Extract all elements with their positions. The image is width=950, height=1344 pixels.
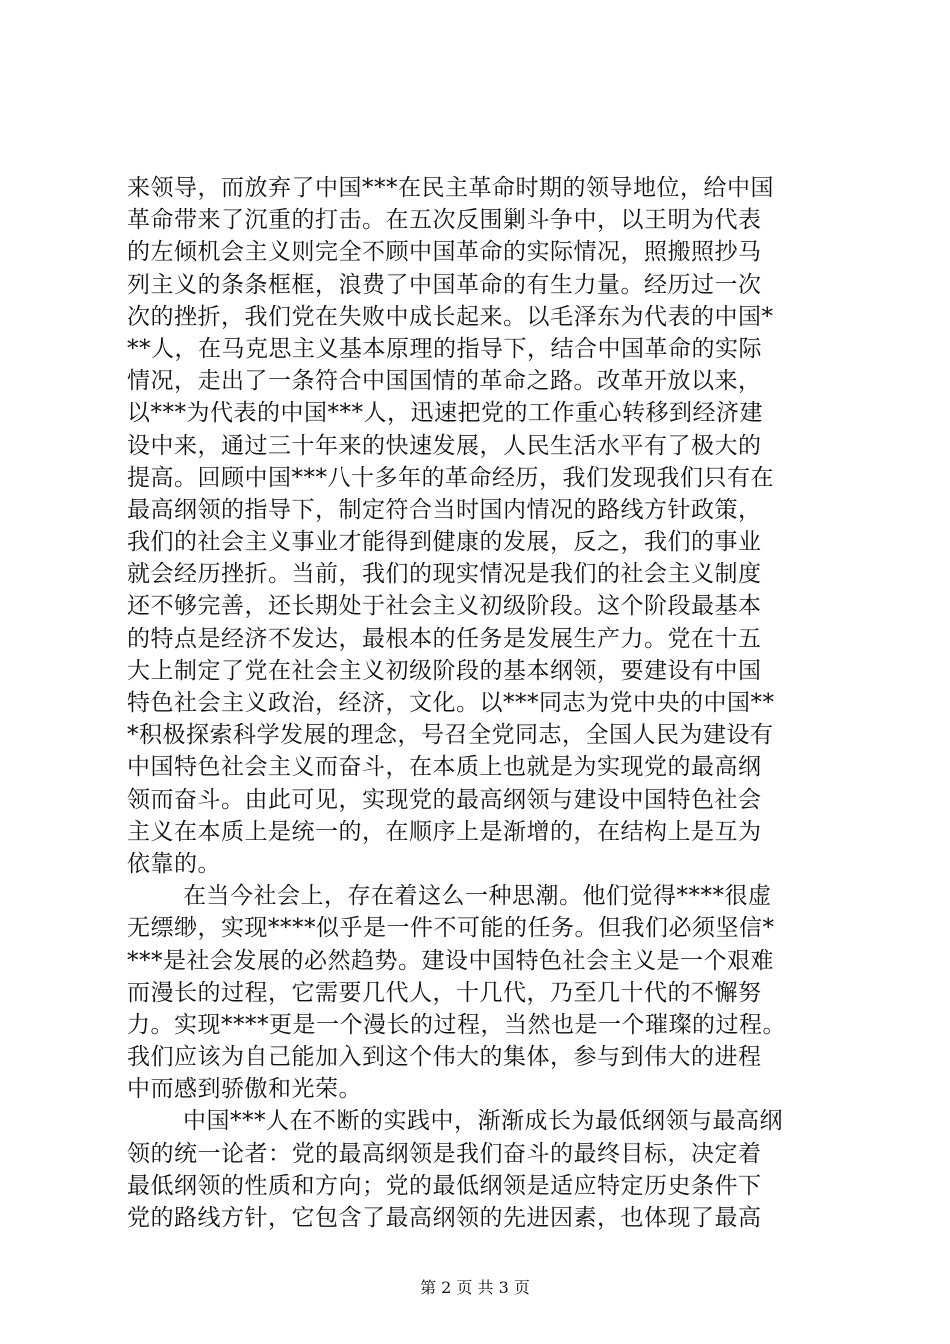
text-line: **人，在马克思主义基本原理的指导下，结合中国革命的实际 bbox=[127, 335, 762, 362]
text-line: 革命带来了沉重的打击。在五次反围剿斗争中，以王明为代表 bbox=[127, 207, 762, 234]
text-line: 主义在本质上是统一的，在顺序上是渐增的，在结构上是互为 bbox=[127, 818, 762, 845]
text-line: 特色社会主义政治，经济，文化。以***同志为党中央的中国** bbox=[127, 690, 775, 716]
text-line: 的左倾机会主义则完全不顾中国革命的实际情况，照搬照抄马 bbox=[127, 239, 762, 266]
text-line: ***是社会发展的必然趋势。建设中国特色社会主义是一个艰难 bbox=[127, 947, 774, 974]
text-line: 中国特色社会主义而奋斗，在本质上也就是为实现党的最高纲 bbox=[127, 754, 762, 781]
text-line: 来领导，而放弃了中国***在民主革命时期的领导地位，给中国 bbox=[127, 175, 774, 201]
text-line: 领而奋斗。由此可见，实现党的最高纲领与建设中国特色社会 bbox=[127, 786, 762, 813]
text-line: 我们的社会主义事业才能得到健康的发展，反之，我们的事业 bbox=[127, 529, 762, 556]
text-line: 设中来，通过三十年来的快速发展，人民生活水平有了极大的 bbox=[127, 432, 762, 459]
text-line: 次的挫折，我们党在失败中成长起来。以毛泽东为代表的中国* bbox=[127, 303, 774, 330]
text-line: 而漫长的过程，它需要几代人，十几代，乃至几十代的不懈努 bbox=[127, 979, 762, 1006]
page-footer: 第 2 页 共 3 页 bbox=[420, 1278, 530, 1297]
text-line: 大上制定了党在社会主义初级阶段的基本纲领，要建设有中国 bbox=[127, 657, 762, 684]
text-line: 最低纲领的性质和方向；党的最低纲领是适应特定历史条件下 bbox=[127, 1172, 762, 1199]
text-line: 情况，走出了一条符合中国国情的革命之路。改革开放以来， bbox=[127, 368, 762, 395]
paragraph-start-line: 在当今社会上，存在着这么一种思潮。他们觉得****很虚 bbox=[183, 883, 772, 910]
text-line: 我们应该为自己能加入到这个伟大的集体，参与到伟大的进程 bbox=[127, 1044, 762, 1071]
text-line: 无缥缈，实现****似乎是一件不可能的任务。但我们必须坚信* bbox=[127, 915, 775, 942]
document-body bbox=[127, 172, 842, 1234]
paragraph-start-line: 中国***人在不断的实践中，渐渐成长为最低纲领与最高纲 bbox=[183, 1108, 783, 1135]
text-line: 领的统一论者：党的最高纲领是我们奋斗的最终目标，决定着 bbox=[127, 1140, 762, 1167]
text-line: 最高纲领的指导下，制定符合当时国内情况的路线方针政策， bbox=[127, 496, 762, 523]
text-line: 还不够完善，还长期处于社会主义初级阶段。这个阶段最基本 bbox=[127, 593, 762, 620]
text-line: 就会经历挫折。当前，我们的现实情况是我们的社会主义制度 bbox=[127, 561, 762, 588]
text-line: 中而感到骄傲和光荣。 bbox=[127, 1076, 362, 1103]
text-line: 依靠的。 bbox=[127, 850, 221, 877]
text-line: 列主义的条条框框，浪费了中国革命的有生力量。经历过一次 bbox=[127, 271, 762, 298]
text-line: 党的路线方针，它包含了最高纲领的先进因素，也体现了最高 bbox=[127, 1205, 762, 1231]
text-line: 的特点是经济不发达，最根本的任务是发展生产力。党在十五 bbox=[127, 625, 762, 652]
text-line: 以***为代表的中国***人，迅速把党的工作重心转移到经济建 bbox=[127, 400, 763, 427]
text-line: 力。实现****更是一个漫长的过程，当然也是一个璀璨的过程。 bbox=[127, 1011, 786, 1038]
text-line: 提高。回顾中国***八十多年的革命经历，我们发现我们只有在 bbox=[127, 464, 774, 491]
text-line: *积极探索科学发展的理念，号召全党同志，全国人民为建设有 bbox=[127, 722, 774, 749]
